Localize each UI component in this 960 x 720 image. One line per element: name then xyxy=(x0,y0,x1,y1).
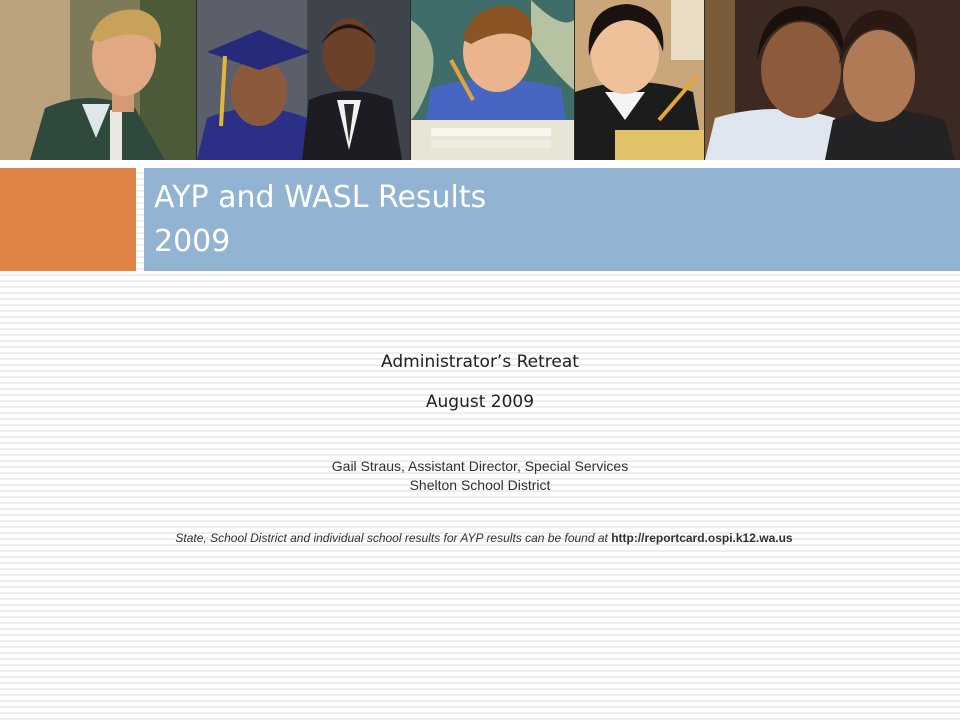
event-subtitle: Administrator’s Retreat xyxy=(381,352,579,372)
two-smiling-girls-photo xyxy=(705,0,960,160)
graduates-cap-and-gown-photo xyxy=(197,0,410,160)
slide-title: AYP and WASL Results xyxy=(154,180,487,215)
event-date: August 2009 xyxy=(425,392,535,412)
title-bar xyxy=(144,168,960,271)
results-note xyxy=(0,531,960,545)
slide-title-year: 2009 xyxy=(154,224,231,259)
girl-writing-with-pencil-photo xyxy=(575,0,704,160)
district-name: Shelton School District xyxy=(409,477,551,493)
header-photo-strip xyxy=(0,0,960,160)
presenter-name: Gail Straus, Assistant Director, Special Services xyxy=(331,458,629,474)
reportcard-link[interactable]: http://reportcard.ospi.k12.wa.us xyxy=(611,531,793,545)
boy-writing-at-map-photo xyxy=(411,0,574,160)
results-note-text: State, School District and individual school results for AYP results can be found at xyxy=(175,531,608,545)
teen-boy-letterman-jacket-photo xyxy=(0,0,196,160)
orange-accent-block xyxy=(0,168,136,271)
header-separator xyxy=(0,160,960,168)
